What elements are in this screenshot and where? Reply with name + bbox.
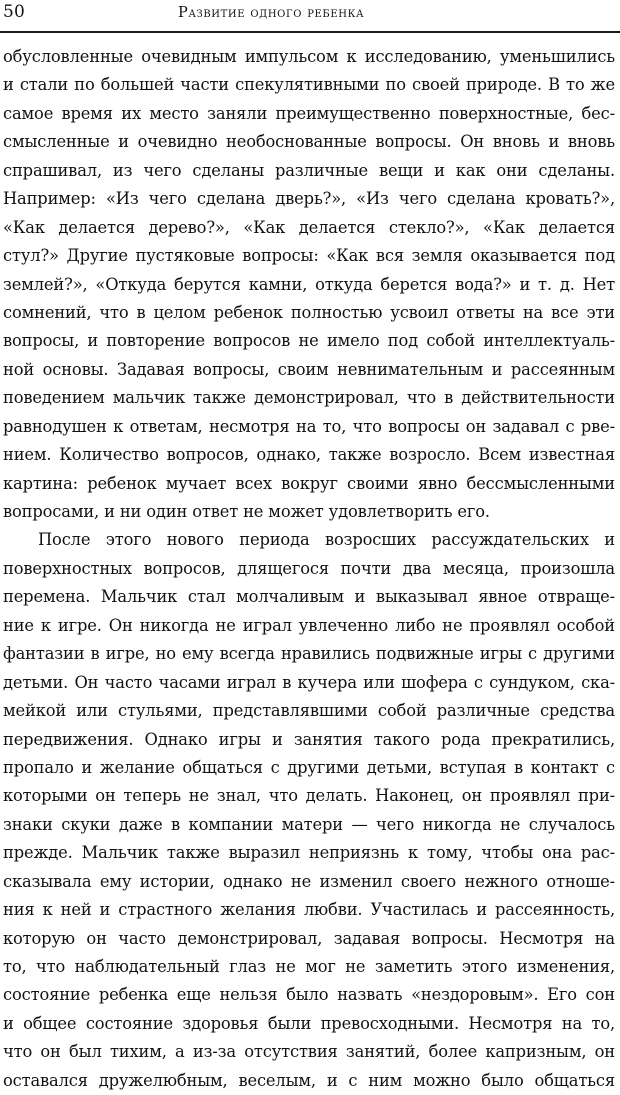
text-line: перемена. Мальчик стал молчаливым и выказывал явное отвраще- (3, 587, 615, 607)
text-line: спрашивал, из чего сделаны различные вещи и как они сделаны. (3, 160, 615, 180)
header-divider (0, 31, 620, 33)
text-line: прежде. Мальчик также выразил неприязнь к тому, чтобы она рас- (3, 843, 615, 863)
text-line: землей?», «Откуда берутся камни, откуда берется вода?» и т. д. Нет (3, 274, 615, 294)
body-text (3, 43, 615, 1095)
text-line: знаки скуки даже в компании матери — чего никогда не случалось (3, 814, 615, 834)
text-line: и общее состояние здоровья были превосходными. Несмотря на то, (3, 1013, 615, 1033)
page-number: 50 (3, 2, 26, 22)
text-line: что он был тихим, а из-за отсутствия занятий, более капризным, он (3, 1042, 615, 1062)
text-line: поведением мальчик также демонстрировал, что в действительности (3, 388, 615, 408)
text-line: вопросами, и ни один ответ не может удовлетворить его. (3, 502, 490, 521)
text-line: нием. Количество вопросов, однако, также возросло. Всем известная (3, 445, 615, 465)
text-line: детьми. Он часто часами играл в кучера или шофера с сундуком, ска- (3, 672, 615, 692)
text-line: Например: «Из чего сделана дверь?», «Из чего сделана кровать?», (3, 189, 615, 209)
text-line: сомнений, что в целом ребенок полностью усвоил ответы на все эти (3, 302, 615, 322)
text-line: пропало и желание общаться с другими детьми, вступая в контакт с (3, 757, 615, 777)
paragraph-2 (3, 526, 615, 1095)
text-line: которыми он теперь не знал, что делать. Наконец, он проявлял при- (3, 786, 615, 806)
text-line: мейкой или стульями, представлявшими собой различные средства (3, 701, 615, 721)
text-line: то, что наблюдательный глаз не мог не заметить этого изменения, (3, 957, 615, 976)
text-line: После этого нового периода возросших рассуждательских и (38, 530, 615, 550)
paragraph-1 (3, 43, 615, 526)
text-line: смысленные и очевидно необоснованные вопросы. Он вновь и вновь (3, 132, 615, 152)
text-line: состояние ребенка еще нельзя было назвать «нездоровым». Его сон (3, 985, 615, 1005)
running-title: Развитие одного ребенка (178, 5, 365, 21)
text-line: равнодушен к ответам, несмотря на то, что вопросы он задавал с рве- (3, 416, 615, 436)
text-line: вопросы, и повторение вопросов не имело под собой интеллектуаль- (3, 331, 615, 351)
text-line: самое время их место заняли преимущественно поверхностные, бес- (3, 103, 615, 123)
text-line: обусловленные очевидным импульсом к исследованию, уменьшились (3, 47, 615, 66)
text-line: картина: ребенок мучает всех вокруг своими явно бессмысленными (3, 473, 615, 493)
text-line: оставался дружелюбным, веселым, и с ним можно было общаться (3, 1070, 615, 1090)
text-line: ния к ней и страстного желания любви. Участилась и рассеянность, (3, 900, 615, 920)
text-line: фантазии в игре, но ему всегда нравились подвижные игры с другими (3, 644, 615, 664)
text-line: стул?» Другие пустяковые вопросы: «Как вся земля оказывается под (3, 246, 615, 266)
text-line: и стали по большей части спекулятивными по своей природе. В то же (3, 75, 615, 95)
text-line: ние к игре. Он никогда не играл увлеченно либо не проявлял особой (3, 615, 615, 635)
text-line: ной основы. Задавая вопросы, своим невнимательным и рассеянным (3, 359, 615, 379)
text-line: «Как делается дерево?», «Как делается стекло?», «Как делается (3, 217, 615, 237)
text-line: которую он часто демонстрировал, задавая вопросы. Несмотря на (3, 928, 615, 948)
text-line: сказывала ему истории, однако не изменил своего нежного отноше- (3, 871, 615, 891)
text-line: поверхностных вопросов, длящегося почти два месяца, произошла (3, 558, 615, 578)
text-line: передвижения. Однако игры и занятия такого рода прекратились, (3, 729, 615, 749)
